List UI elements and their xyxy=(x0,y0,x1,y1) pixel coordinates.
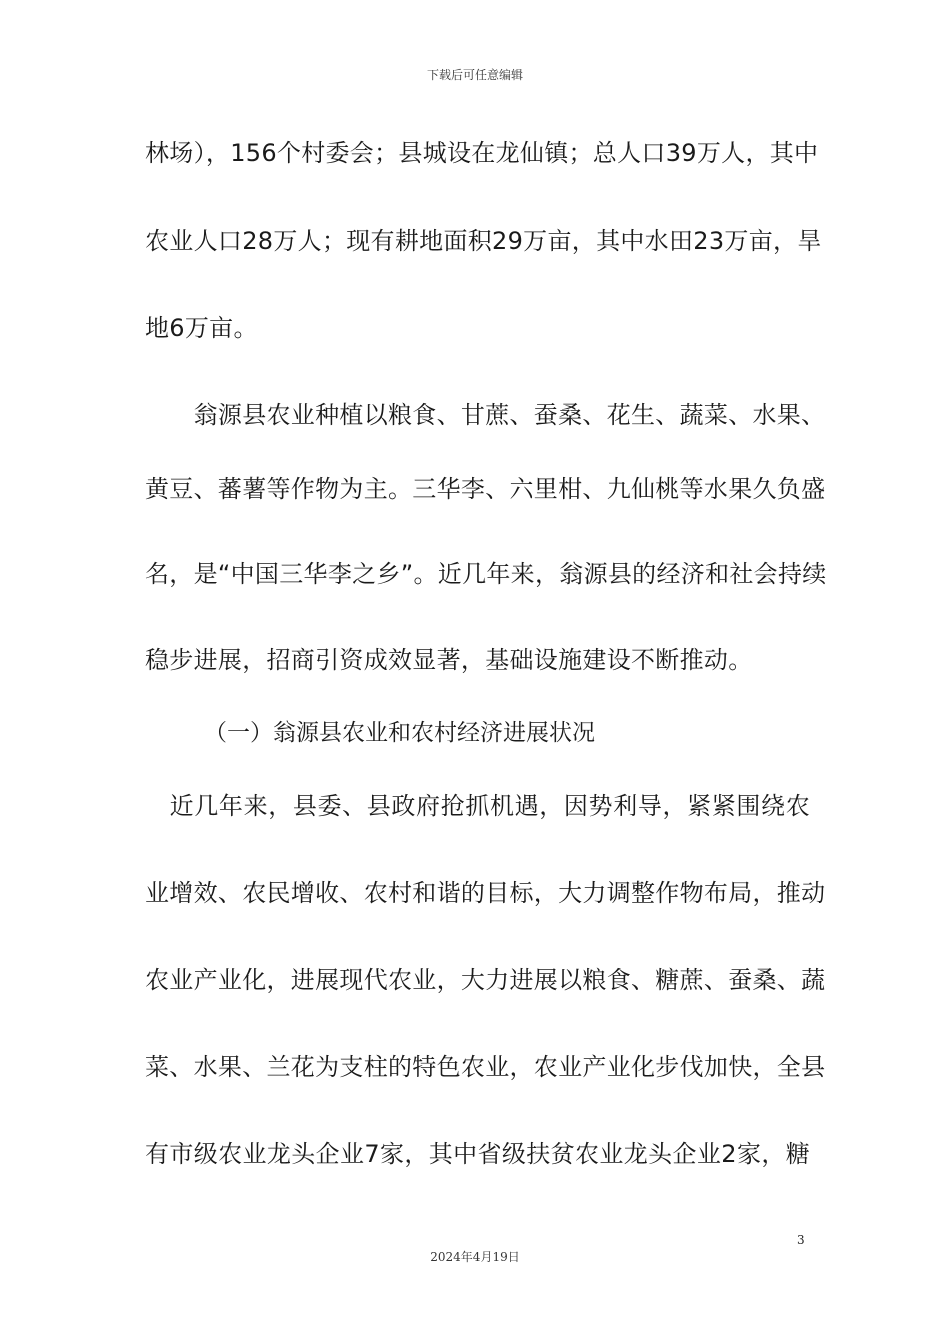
body-line-6: 名，是“中国三华李之乡”。近几年来，翁源县的经济和社会持续 xyxy=(145,560,827,588)
body-line-13: 有市级农业龙头企业7家，其中省级扶贫农业龙头企业2家，糖 xyxy=(145,1140,810,1168)
page-number: 3 xyxy=(797,1233,805,1247)
body-line-2: 农业人口28万人；现有耕地面积29万亩，其中水田23万亩，旱 xyxy=(145,227,822,255)
section-heading: （一）翁源县农业和农村经济进展状况 xyxy=(204,720,595,746)
body-line-3: 地6万亩。 xyxy=(145,314,258,342)
body-line-11: 农业产业化，进展现代农业，大力进展以粮食、糖蔗、蚕桑、蔬 xyxy=(145,966,826,994)
body-line-4: 翁源县农业种植以粮食、甘蔗、蚕桑、花生、蔬菜、水果、 xyxy=(145,401,826,429)
body-line-12: 菜、水果、兰花为支柱的特色农业，农业产业化步伐加快，全县 xyxy=(145,1053,826,1081)
page-footer-date: 2024年4月19日 xyxy=(430,1250,520,1264)
page-header: 下载后可任意编辑 xyxy=(426,68,523,82)
body-line-1: 林场），156个村委会；县城设在龙仙镇；总人口39万人，其中 xyxy=(145,139,819,167)
body-line-10: 业增效、农民增收、农村和谐的目标，大力调整作物布局，推动 xyxy=(145,879,826,907)
body-line-7: 稳步进展，招商引资成效显著，基础设施建设不断推动。 xyxy=(145,646,753,674)
body-line-5: 黄豆、蕃薯等作物为主。三华李、六里柑、九仙桃等水果久负盛 xyxy=(145,475,826,503)
body-line-9: 近几年来，县委、县政府抢抓机遇，因势利导，紧紧围绕农 xyxy=(145,792,810,820)
